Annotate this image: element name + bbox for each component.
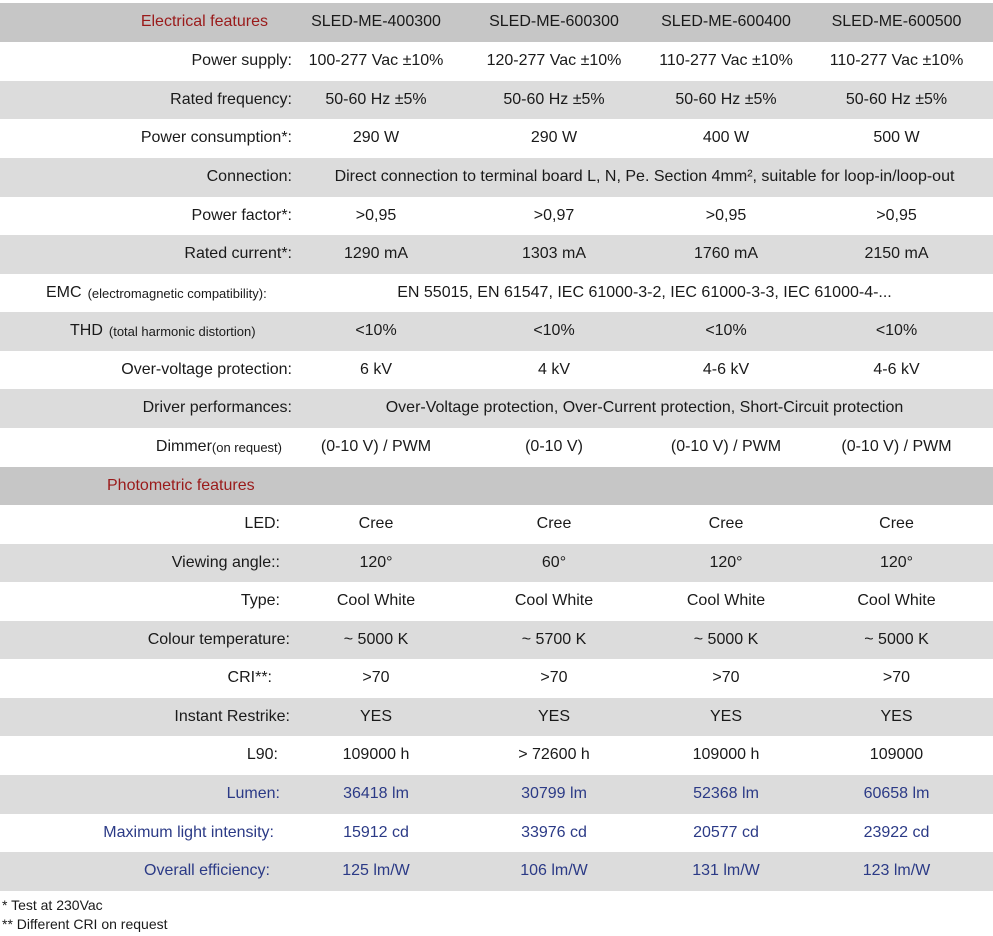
spec-value: 120°	[879, 554, 914, 572]
spec-row-l90	[0, 736, 993, 775]
spec-value: ~ 5000 K	[864, 631, 929, 649]
spec-value: > 72600 h	[518, 746, 590, 764]
footnote: ** Different CRI on request	[2, 916, 168, 932]
row-label: CRI**:	[227, 669, 272, 687]
row-label-main: THD	[70, 322, 103, 340]
spec-value: >0,95	[355, 207, 397, 225]
spec-value: 52368 lm	[693, 785, 759, 803]
spec-value: <10%	[533, 322, 575, 340]
photometric-section-title: Photometric features	[107, 477, 255, 495]
row-sublabel: (on request)	[211, 439, 282, 455]
row-label: Lumen:	[226, 785, 280, 803]
spec-value: Cool White	[514, 592, 594, 610]
spec-row-thd	[0, 312, 993, 351]
spec-value: 50-60 Hz ±5%	[325, 91, 427, 109]
spec-value: Cool White	[686, 592, 766, 610]
row-label: Connection:	[206, 168, 292, 186]
spec-value: 120°	[709, 554, 743, 572]
spec-value: Cree	[358, 515, 394, 533]
spec-value: (0-10 V) / PWM	[841, 438, 952, 456]
spec-row-power-factor	[0, 197, 993, 236]
electrical-header-row	[0, 3, 993, 42]
spec-value: Cree	[536, 515, 572, 533]
spec-value: >0,97	[533, 207, 575, 225]
spec-value: 20577 cd	[693, 824, 759, 842]
spec-value: <10%	[705, 322, 747, 340]
row-label: Driver performances:	[142, 399, 292, 417]
spec-value-span: Over-Voltage protection, Over-Current protection, Short-Circuit protection	[385, 399, 904, 417]
spec-value: Cree	[879, 515, 914, 533]
spec-value: Cool White	[857, 592, 936, 610]
spec-value: 50-60 Hz ±5%	[845, 91, 948, 109]
spec-row-connection	[0, 158, 993, 197]
spec-value: 4-6 kV	[702, 361, 750, 379]
spec-value: 36418 lm	[343, 785, 409, 803]
model-name: SLED-ME-600300	[489, 13, 619, 31]
row-label: Maximum light intensity:	[103, 824, 274, 842]
spec-value: 60°	[541, 554, 567, 572]
spec-row-instant-restrike	[0, 698, 993, 737]
spec-value: ~ 5000 K	[693, 631, 759, 649]
row-sublabel: (total harmonic distortion)	[108, 323, 256, 339]
spec-value: 109000	[869, 746, 924, 764]
spec-value: 110-277 Vac ±10%	[659, 52, 793, 70]
spec-value: 100-277 Vac ±10%	[308, 52, 444, 70]
row-label: Power factor*:	[191, 207, 292, 225]
spec-value: YES	[880, 708, 913, 726]
spec-value: 50-60 Hz ±5%	[675, 91, 777, 109]
spec-value: >70	[882, 669, 911, 687]
spec-value: 30799 lm	[521, 785, 587, 803]
spec-value: ~ 5700 K	[521, 631, 587, 649]
spec-value: >70	[362, 669, 390, 687]
spec-value: 120-277 Vac ±10%	[486, 52, 622, 70]
row-sublabel: (electromagnetic compatibility):	[87, 285, 267, 301]
spec-row-power-supply	[0, 42, 993, 81]
model-name: SLED-ME-600500	[831, 13, 962, 31]
spec-value: YES	[709, 708, 742, 726]
photometric-header-row	[0, 467, 993, 506]
spec-value: 109000 h	[342, 746, 410, 764]
row-label: Viewing angle::	[171, 554, 280, 572]
spec-value: 500 W	[873, 129, 920, 147]
row-label	[0, 428, 296, 467]
spec-value: (0-10 V) / PWM	[670, 438, 782, 456]
spec-value: ~ 5000 K	[343, 631, 409, 649]
spec-value: 50-60 Hz ±5%	[503, 91, 605, 109]
spec-value: 125 lm/W	[342, 862, 410, 880]
model-name: SLED-ME-600400	[661, 13, 791, 31]
spec-row-viewing-angle	[0, 544, 993, 583]
row-label-main: Dimmer	[155, 438, 212, 456]
spec-row-type	[0, 582, 993, 621]
spec-row-max-light-intensity	[0, 814, 993, 853]
row-label: Instant Restrike:	[174, 708, 290, 726]
spec-row-rated-current	[0, 235, 993, 274]
spec-value: >70	[712, 669, 740, 687]
row-label: Type:	[240, 592, 280, 610]
spec-value: 60658 lm	[863, 785, 930, 803]
row-label: Over-voltage protection:	[121, 361, 292, 379]
spec-row-rated-frequency	[0, 81, 993, 120]
spec-row-power-consumption	[0, 119, 993, 158]
spec-value: YES	[359, 708, 392, 726]
spec-value: >0,95	[876, 207, 917, 225]
spec-value: 4-6 kV	[873, 361, 920, 379]
spec-value: 106 lm/W	[520, 862, 588, 880]
spec-value: Cree	[708, 515, 744, 533]
footnote: * Test at 230Vac	[2, 897, 103, 913]
spec-value-span: Direct connection to terminal board L, N, Pe. Section 4mm², suitable for loop-in/loop-out	[334, 168, 955, 186]
spec-row-emc	[0, 274, 993, 313]
spec-value: 23922 cd	[863, 824, 930, 842]
row-label	[0, 312, 296, 351]
spec-value: YES	[537, 708, 570, 726]
row-label: Power consumption*:	[140, 129, 292, 147]
electrical-section-title: Electrical features	[140, 13, 268, 31]
spec-value: 4 kV	[537, 361, 570, 379]
row-label: L90:	[246, 746, 278, 764]
spec-value: (0-10 V)	[525, 438, 583, 456]
spec-value: (0-10 V) / PWM	[320, 438, 432, 456]
row-label: Rated current*:	[184, 245, 292, 263]
spec-row-driver-performances	[0, 389, 993, 428]
spec-value: <10%	[875, 322, 918, 340]
spec-value: 1760 mA	[693, 245, 759, 263]
spec-value: 290 W	[530, 129, 578, 147]
spec-value: 33976 cd	[521, 824, 587, 842]
row-label: LED:	[244, 515, 280, 533]
model-name: SLED-ME-400300	[311, 13, 441, 31]
spec-value: <10%	[355, 322, 397, 340]
spec-row-dimmer	[0, 428, 993, 467]
footnotes	[2, 896, 168, 934]
row-label: Power supply:	[191, 52, 292, 70]
spec-value: 123 lm/W	[862, 862, 931, 880]
spec-value: 2150 mA	[864, 245, 929, 263]
spec-value: 6 kV	[359, 361, 392, 379]
spec-row-over-voltage	[0, 351, 993, 390]
spec-value: Cool White	[336, 592, 416, 610]
spec-value: >70	[540, 669, 568, 687]
spec-value: 131 lm/W	[692, 862, 760, 880]
spec-value: 1303 mA	[521, 245, 587, 263]
spec-value: 110-277 Vac ±10%	[829, 52, 964, 70]
spec-value: 400 W	[702, 129, 750, 147]
spec-row-overall-efficiency	[0, 852, 993, 891]
spec-row-cri	[0, 659, 993, 698]
spec-value: 15912 cd	[343, 824, 409, 842]
spec-value: 120°	[359, 554, 393, 572]
spec-value: 1290 mA	[343, 245, 409, 263]
spec-row-lumen	[0, 775, 993, 814]
row-label-main: EMC	[46, 284, 82, 302]
spec-value: 290 W	[352, 129, 400, 147]
row-label: Rated frequency:	[170, 91, 292, 109]
spec-value-span: EN 55015, EN 61547, IEC 61000-3-2, IEC 61000-3-3, IEC 61000-4-...	[397, 284, 892, 302]
row-label: Colour temperature:	[147, 631, 290, 649]
spec-row-colour-temperature	[0, 621, 993, 660]
spec-value: 109000 h	[692, 746, 760, 764]
row-label: Overall efficiency:	[144, 862, 270, 880]
row-label	[0, 274, 296, 313]
spec-row-led	[0, 505, 993, 544]
spec-value: >0,95	[705, 207, 747, 225]
